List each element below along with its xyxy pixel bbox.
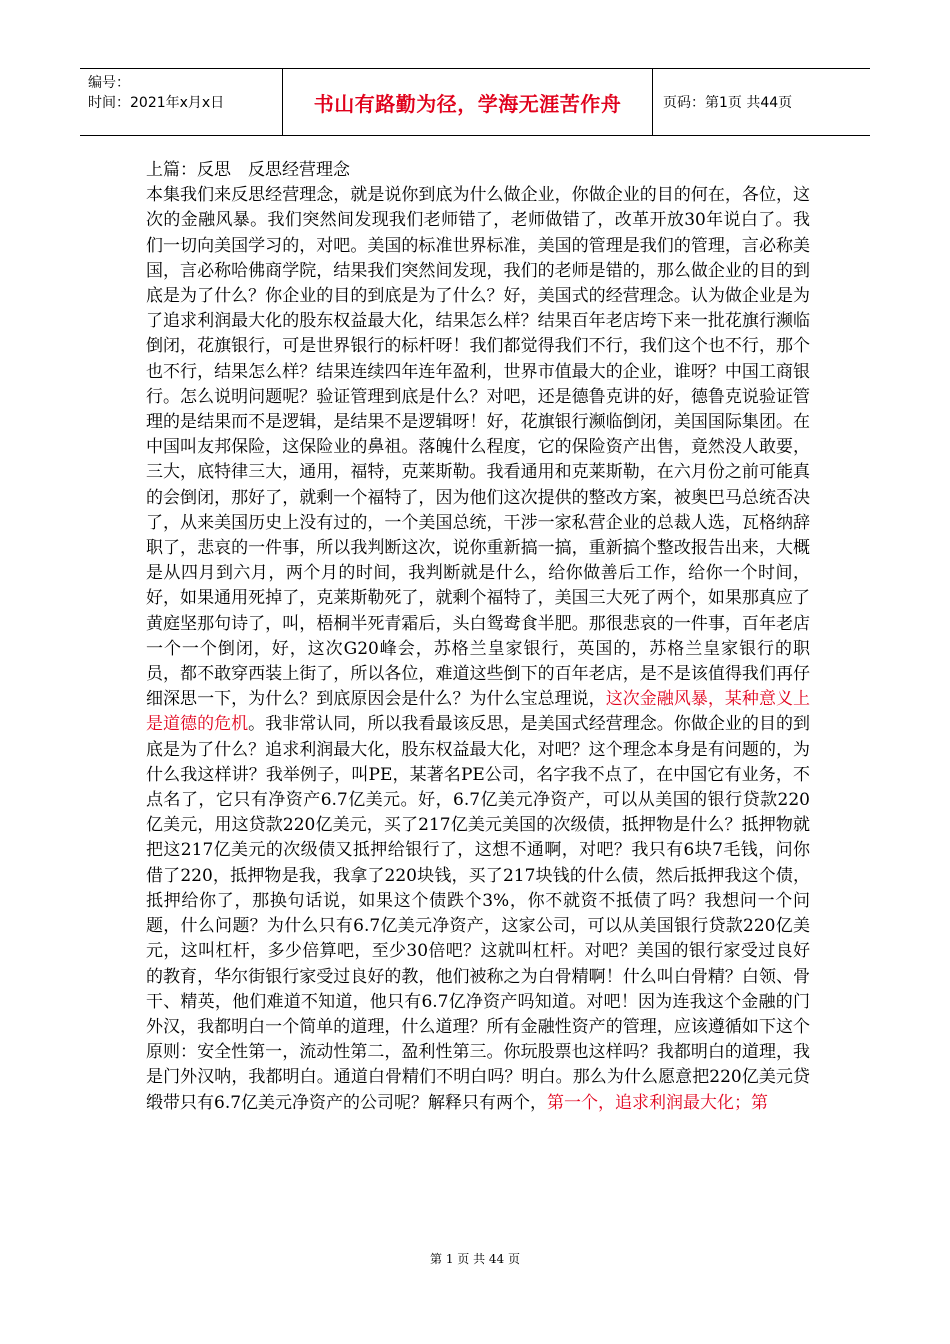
header-motto: 书山有路勤为径，学海无涯苦作舟 xyxy=(313,91,622,116)
header-motto-cell xyxy=(283,69,653,135)
paragraph-text-continued: 。我非常认同，所以我看最该反思，是美国式经营理念。你做企业的目的到底是为了什么？追求利润最大化，股东权益最大化，对吧？这个理念本身是有问题的，为什么我这样讲？我举例子，叫PE，某著名PE公司，名字我不点了，在中国它有业务，不点名了，它只有净资产6.7亿美元。好，6.7亿美元净资产，可以从美国的银行贷款220亿美元，用这贷款220亿美元，买了217亿美元美国的次级债，抵押物是什么？抵押物就把这217亿美元的次级债又抵押给银行了，这想不通啊，对吧？我只有6块7毛钱，问你借了220，抵押物是我，我拿了220块钱，买了217块钱的什么债，然后抵押我这个债，抵押给你了，那换句话说，如果这个债跌个3%，你不就资不抵债了吗？我想问一个问题，什么问题？为什么只有6.7亿美元净资产，这家公司，可以从美国银行贷款220亿美元，这叫杠杆，多少倍算吧，至少30倍吧？这就叫杠杆。对吧？美国的银行家受过良好的教育，华尔街银行家受过良好的教，他们被称之为白骨精啊！什么叫白骨精？白领、骨干、精英，他们难道不知道，他只有6.7亿净资产吗知道。对吧！因为连我这个金融的门外汉，我都明白一个简单的道理，什么道理？所有金融性资产的管理，应该遵循如下这个原则：安全性第一，流动性第二，盈利性第三。你玩股票也这样吗？我都明白的道理，我是门外汉呐，我都明白。通道白骨精们不明白吗？明白。那么为什么愿意把220亿美元贷缎带只有6.7亿美元净资产的公司呢？解释只有两个， xyxy=(146,714,811,1113)
document-number-label: 编号： xyxy=(88,75,130,91)
footer-page-number: 第 1 页 共 44 页 xyxy=(430,1252,520,1266)
article-paragraph xyxy=(146,183,810,1116)
article-body xyxy=(146,158,810,1116)
document-time-label: 时间：2021年x月x日 xyxy=(88,95,225,111)
paragraph-text: 本集我们来反思经营理念，就是说你到底为什么做企业，你做企业的目的何在，各位，这次的金融风暴。我们突然间发现我们老师错了，老师做错了，改革开放30年说白了。我们一切向美国学习的，对吧。美国的标准世界标准，美国的管理是我们的管理，言必称美国，言必称哈佛商学院，结果我们突然间发现，我们的老师是错的，那么做企业的目的到底是为了什么？你企业的目的到底是为了什么？好，美国式的经营理念。认为做企业是为了追求利润最大化的股东权益最大化，结果怎么样？结果百年老店垮下来一批花旗行濒临倒闭，花旗银行，可是世界银行的标杆呀！我们都觉得我们不行，我们这个也不行，那个也不行，结果怎么样？结果连续四年连年盈利，世界市值最大的企业，谁呀？中国工商银行。怎么说明问题呢？验证管理到底是什么？对吧，还是德鲁克讲的好，德鲁克说验证管理的是结果而不是逻辑，是结果不是逻辑呀！好，花旗银行濒临倒闭，美国国际集团。在中国叫友邦保险，这保险业的鼻祖。落魄什么程度，它的保险资产出售，竟然没人敢要，三大，底特律三大，通用，福特，克莱斯勒。我看通用和克莱斯勒，在六月份之前可能真的会倒闭，那好了，就剩一个福特了，因为他们这次提供的整改方案，被奥巴马总统否决了，从来美国历史上没有过的，一个美国总统，干涉一家私营企业的总裁人选，瓦格纳辞职了，悲哀的一件事，所以我判断这次，说你重新搞一搞，重新搞个整改报告出来，大概是从四月到六月，两个月的时间，我判断就是什么，给你做善后工作，给你一个时间，好，如果通用死掉了，克莱斯勒死了，就剩个福特了，美国三大死了两个，如果那真应了黄庭坚那句诗了，叫，梧桐半死青霜后，头白鸳鸯食半肥。那很悲哀的一件事，百年老店一个一个倒闭，好，这次G20峰会，苏格兰皇家银行，英国的，苏格兰皇家银行的职员，都不敢穿西装上街了，所以各位，难道这些倒下的百年老店，是不是该值得我们再仔细深思一下，为什么？到底原因会是什么？为什么宝总理说， xyxy=(146,185,810,710)
highlighted-point: 第一个，追求利润最大化；第 xyxy=(547,1092,769,1113)
page-footer xyxy=(0,1250,950,1267)
article-title: 上篇：反思 反思经营理念 xyxy=(146,160,350,180)
page-header xyxy=(80,68,870,136)
highlighted-quote: 这次金融风暴，某种意义上是道德的危机 xyxy=(146,689,811,735)
header-meta xyxy=(80,69,283,135)
header-page-cell xyxy=(653,69,870,135)
header-page-number: 页码：第1页 共44页 xyxy=(663,95,793,111)
